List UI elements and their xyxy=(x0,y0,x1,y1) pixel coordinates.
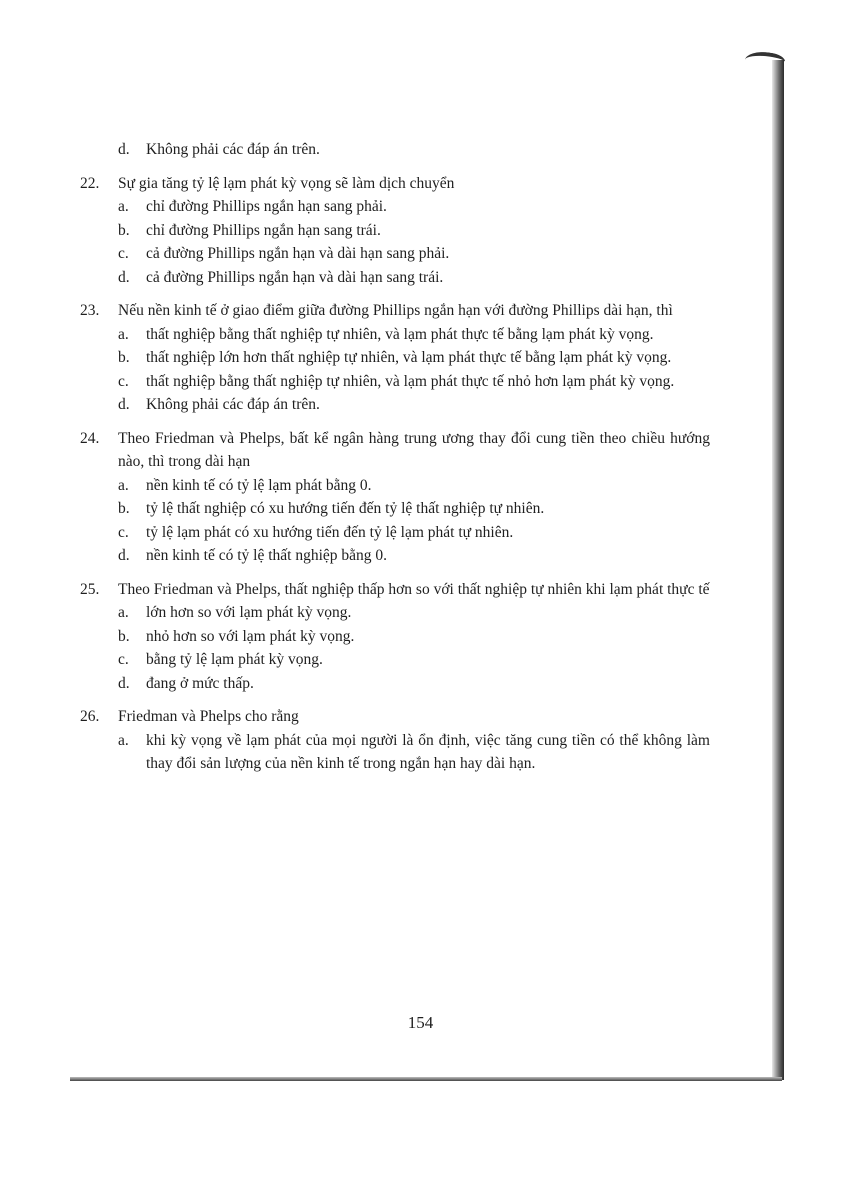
option-d xyxy=(118,393,710,417)
question-text: Nếu nền kinh tế ở giao điểm giữa đường Phillips ngắn hạn với đường Phillips dài hạn, thì xyxy=(118,302,673,319)
option-b xyxy=(118,625,710,649)
document-body xyxy=(80,138,710,782)
option-a xyxy=(118,601,710,625)
option-c xyxy=(118,648,710,672)
option-a xyxy=(118,729,710,776)
option-text: nền kinh tế có tỷ lệ lạm phát bằng 0. xyxy=(146,476,372,494)
option-text: nhỏ hơn so với lạm phát kỳ vọng. xyxy=(146,627,355,645)
option-text: bằng tỷ lệ lạm phát kỳ vọng. xyxy=(146,651,323,668)
page-edge-shadow xyxy=(772,60,784,1080)
option-letter: c. xyxy=(118,372,129,390)
option-letter: c. xyxy=(118,245,129,262)
option-b xyxy=(118,497,710,521)
option-letter: a. xyxy=(118,604,129,621)
option-letter: a. xyxy=(118,476,129,494)
option-letter: c. xyxy=(118,523,129,541)
option-text: cả đường Phillips ngắn hạn và dài hạn sang trái. xyxy=(146,268,444,286)
question-number: 26. xyxy=(80,708,100,725)
question-text: Friedman và Phelps cho rằng xyxy=(118,708,299,725)
question-26 xyxy=(80,705,710,776)
question-number: 23. xyxy=(80,302,100,319)
option-text: thất nghiệp lớn hơn thất nghiệp tự nhiên, và lạm phát thực tế bằng lạm phát kỳ vọng. xyxy=(146,349,672,366)
question-number: 24. xyxy=(80,429,100,447)
option-letter: a. xyxy=(118,325,129,343)
option-c xyxy=(118,242,710,266)
question-25 xyxy=(80,578,710,696)
option-text: nền kinh tế có tỷ lệ thất nghiệp bằng 0. xyxy=(146,547,388,564)
option-letter: c. xyxy=(118,651,129,668)
option-text: Không phải các đáp án trên. xyxy=(146,141,320,158)
question-23 xyxy=(80,299,710,417)
option-d xyxy=(118,266,710,290)
option-a xyxy=(118,195,710,219)
option-letter: a. xyxy=(118,198,129,215)
question-number: 22. xyxy=(80,174,100,192)
option-text: thất nghiệp bằng thất nghiệp tự nhiên, và lạm phát thực tế nhỏ hơn lạm phát kỳ vọng. xyxy=(146,372,675,390)
option-a xyxy=(118,474,710,498)
question-24 xyxy=(80,427,710,568)
option-letter: d. xyxy=(118,268,130,286)
option-letter: a. xyxy=(118,731,129,749)
question-number: 25. xyxy=(80,580,100,598)
option-text: thất nghiệp bằng thất nghiệp tự nhiên, và lạm phát thực tế bằng lạm phát kỳ vọng. xyxy=(146,325,654,343)
question-text: Sự gia tăng tỷ lệ lạm phát kỳ vọng sẽ làm dịch chuyển xyxy=(118,174,455,192)
option-d xyxy=(118,672,710,696)
option-text: tỷ lệ lạm phát có xu hướng tiến đến tỷ lệ lạm phát tự nhiên. xyxy=(146,523,514,541)
page-bottom-edge xyxy=(70,1077,782,1081)
question-21-tail xyxy=(80,138,710,162)
page-number: 154 xyxy=(407,1013,434,1032)
option-c xyxy=(118,370,710,394)
option-letter: b. xyxy=(118,349,130,366)
option-letter: d. xyxy=(118,674,130,692)
question-22 xyxy=(80,172,710,290)
option-text: đang ở mức thấp. xyxy=(146,674,254,692)
option-letter: d. xyxy=(118,547,130,564)
option-letter: b. xyxy=(118,627,130,645)
option-a xyxy=(118,323,710,347)
option-b xyxy=(118,346,710,370)
option-letter: d. xyxy=(118,141,130,158)
option-text: chỉ đường Phillips ngắn hạn sang phải. xyxy=(146,198,387,215)
option-text: lớn hơn so với lạm phát kỳ vọng. xyxy=(146,604,352,621)
option-d xyxy=(118,544,710,568)
option-b xyxy=(118,219,710,243)
question-text: Theo Friedman và Phelps, thất nghiệp thấp hơn so với thất nghiệp tự nhiên khi lạm phát thực tế xyxy=(118,580,710,598)
option-c xyxy=(118,521,710,545)
option-text: Không phải các đáp án trên. xyxy=(146,396,320,413)
option-text: tỷ lệ thất nghiệp có xu hướng tiến đến tỷ lệ thất nghiệp tự nhiên. xyxy=(146,500,545,517)
option-letter: d. xyxy=(118,396,130,413)
option-text: cả đường Phillips ngắn hạn và dài hạn sang phải. xyxy=(146,245,450,262)
option xyxy=(118,138,710,162)
option-letter: b. xyxy=(118,500,130,517)
option-text: chỉ đường Phillips ngắn hạn sang trái. xyxy=(146,221,381,239)
option-text: khi kỳ vọng về lạm phát của mọi người là ổn định, việc tăng cung tiền có thể không làm thay đổi sản lượng của nền kinh tế trong ngắn hạn hay dài hạn. xyxy=(146,731,710,772)
question-text: Theo Friedman và Phelps, bất kể ngân hàng trung ương thay đổi cung tiền theo chiều hướng nào, thì trong dài hạn xyxy=(118,429,710,470)
option-letter: b. xyxy=(118,221,130,239)
